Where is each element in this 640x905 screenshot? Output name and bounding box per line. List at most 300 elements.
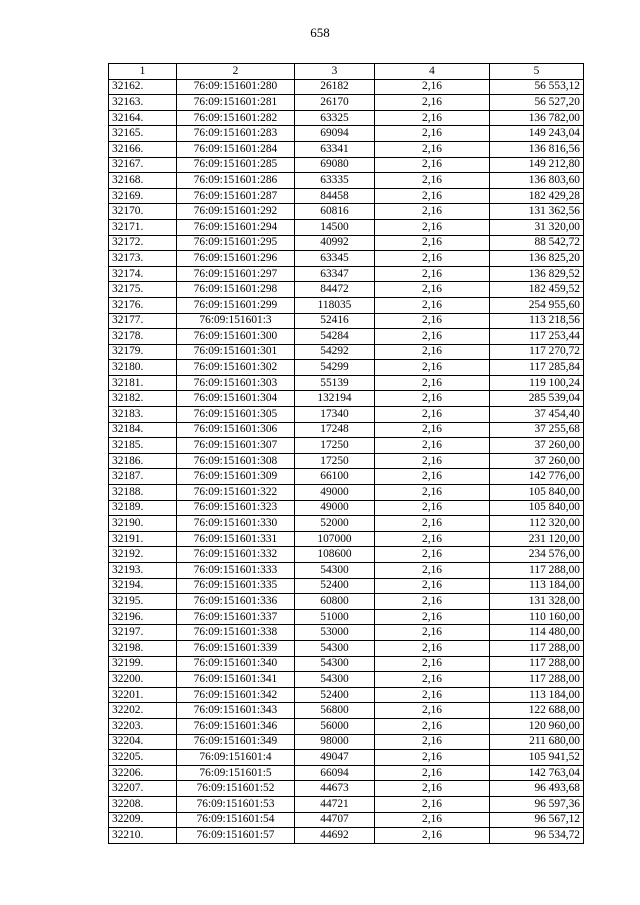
area-cell: 26182 <box>295 79 375 95</box>
row-number-cell: 32188. <box>109 485 177 501</box>
rate-cell: 2,16 <box>375 422 490 438</box>
area-cell: 54300 <box>295 672 375 688</box>
rate-cell: 2,16 <box>375 828 490 844</box>
table-row <box>109 594 584 610</box>
column-header-1: 1 <box>109 64 177 80</box>
cadastral-number-cell: 76:09:151601:285 <box>177 157 295 173</box>
rate-cell: 2,16 <box>375 204 490 220</box>
area-cell: 51000 <box>295 609 375 625</box>
rate-cell: 2,16 <box>375 110 490 126</box>
rate-cell: 2,16 <box>375 500 490 516</box>
row-number-cell: 32204. <box>109 734 177 750</box>
rate-cell: 2,16 <box>375 313 490 329</box>
rate-cell: 2,16 <box>375 703 490 719</box>
row-number-cell: 32205. <box>109 750 177 766</box>
row-number-cell: 32197. <box>109 625 177 641</box>
table-row <box>109 609 584 625</box>
row-number-cell: 32174. <box>109 266 177 282</box>
area-cell: 17248 <box>295 422 375 438</box>
area-cell: 54300 <box>295 656 375 672</box>
area-cell: 69080 <box>295 157 375 173</box>
table-row <box>109 126 584 142</box>
cadastral-number-cell: 76:09:151601:5 <box>177 765 295 781</box>
value-cell: 31 320,00 <box>490 219 584 235</box>
value-cell: 119 100,24 <box>490 375 584 391</box>
value-cell: 96 567,12 <box>490 812 584 828</box>
value-cell: 182 459,52 <box>490 282 584 298</box>
rate-cell: 2,16 <box>375 188 490 204</box>
value-cell: 285 539,04 <box>490 391 584 407</box>
cadastral-number-cell: 76:09:151601:305 <box>177 407 295 423</box>
cadastral-number-cell: 76:09:151601:332 <box>177 547 295 563</box>
table-row <box>109 141 584 157</box>
row-number-cell: 32170. <box>109 204 177 220</box>
cadastral-number-cell: 76:09:151601:342 <box>177 687 295 703</box>
table-row <box>109 188 584 204</box>
cadastral-number-cell: 76:09:151601:337 <box>177 609 295 625</box>
rate-cell: 2,16 <box>375 750 490 766</box>
rate-cell: 2,16 <box>375 625 490 641</box>
table-row <box>109 781 584 797</box>
table-row <box>109 95 584 111</box>
area-cell: 66094 <box>295 765 375 781</box>
row-number-cell: 32182. <box>109 391 177 407</box>
value-cell: 136 782,00 <box>490 110 584 126</box>
row-number-cell: 32199. <box>109 656 177 672</box>
value-cell: 37 255,68 <box>490 422 584 438</box>
row-number-cell: 32181. <box>109 375 177 391</box>
cadastral-number-cell: 76:09:151601:300 <box>177 329 295 345</box>
table-row <box>109 703 584 719</box>
row-number-cell: 32193. <box>109 563 177 579</box>
cadastral-number-cell: 76:09:151601:295 <box>177 235 295 251</box>
rate-cell: 2,16 <box>375 469 490 485</box>
row-number-cell: 32166. <box>109 141 177 157</box>
area-cell: 56000 <box>295 718 375 734</box>
rate-cell: 2,16 <box>375 391 490 407</box>
table-row <box>109 796 584 812</box>
area-cell: 44707 <box>295 812 375 828</box>
cadastral-number-cell: 76:09:151601:341 <box>177 672 295 688</box>
area-cell: 132194 <box>295 391 375 407</box>
rate-cell: 2,16 <box>375 547 490 563</box>
value-cell: 105 840,00 <box>490 485 584 501</box>
table-row <box>109 297 584 313</box>
cadastral-number-cell: 76:09:151601:287 <box>177 188 295 204</box>
cadastral-number-cell: 76:09:151601:307 <box>177 438 295 454</box>
value-cell: 105 941,52 <box>490 750 584 766</box>
area-cell: 49000 <box>295 485 375 501</box>
cadastral-number-cell: 76:09:151601:330 <box>177 516 295 532</box>
row-number-cell: 32164. <box>109 110 177 126</box>
rate-cell: 2,16 <box>375 796 490 812</box>
value-cell: 136 825,20 <box>490 251 584 267</box>
row-number-cell: 32172. <box>109 235 177 251</box>
area-cell: 40992 <box>295 235 375 251</box>
row-number-cell: 32186. <box>109 453 177 469</box>
area-cell: 53000 <box>295 625 375 641</box>
rate-cell: 2,16 <box>375 126 490 142</box>
value-cell: 182 429,28 <box>490 188 584 204</box>
table-row <box>109 765 584 781</box>
cadastral-number-cell: 76:09:151601:284 <box>177 141 295 157</box>
value-cell: 110 160,00 <box>490 609 584 625</box>
row-number-cell: 32165. <box>109 126 177 142</box>
area-cell: 52000 <box>295 516 375 532</box>
value-cell: 149 212,80 <box>490 157 584 173</box>
area-cell: 84472 <box>295 282 375 298</box>
value-cell: 117 253,44 <box>490 329 584 345</box>
table-row <box>109 422 584 438</box>
cadastral-number-cell: 76:09:151601:52 <box>177 781 295 797</box>
table-row <box>109 344 584 360</box>
row-number-cell: 32202. <box>109 703 177 719</box>
rate-cell: 2,16 <box>375 157 490 173</box>
area-cell: 118035 <box>295 297 375 313</box>
cadastral-number-cell: 76:09:151601:333 <box>177 563 295 579</box>
row-number-cell: 32201. <box>109 687 177 703</box>
row-number-cell: 32169. <box>109 188 177 204</box>
table-header-row <box>109 64 584 80</box>
value-cell: 113 184,00 <box>490 687 584 703</box>
table-row <box>109 219 584 235</box>
rate-cell: 2,16 <box>375 563 490 579</box>
area-cell: 14500 <box>295 219 375 235</box>
row-number-cell: 32179. <box>109 344 177 360</box>
rate-cell: 2,16 <box>375 329 490 345</box>
area-cell: 17340 <box>295 407 375 423</box>
table-body <box>109 79 584 843</box>
row-number-cell: 32176. <box>109 297 177 313</box>
cadastral-number-cell: 76:09:151601:53 <box>177 796 295 812</box>
cadastral-number-cell: 76:09:151601:304 <box>177 391 295 407</box>
row-number-cell: 32163. <box>109 95 177 111</box>
area-cell: 44721 <box>295 796 375 812</box>
value-cell: 37 260,00 <box>490 438 584 454</box>
table-row <box>109 563 584 579</box>
cadastral-number-cell: 76:09:151601:343 <box>177 703 295 719</box>
area-cell: 60800 <box>295 594 375 610</box>
value-cell: 131 328,00 <box>490 594 584 610</box>
value-cell: 37 260,00 <box>490 453 584 469</box>
value-cell: 142 776,00 <box>490 469 584 485</box>
table-row <box>109 251 584 267</box>
row-number-cell: 32203. <box>109 718 177 734</box>
value-cell: 88 542,72 <box>490 235 584 251</box>
table-row <box>109 282 584 298</box>
value-cell: 234 576,00 <box>490 547 584 563</box>
value-cell: 117 288,00 <box>490 563 584 579</box>
rate-cell: 2,16 <box>375 219 490 235</box>
cadastral-number-cell: 76:09:151601:303 <box>177 375 295 391</box>
value-cell: 117 288,00 <box>490 656 584 672</box>
area-cell: 54292 <box>295 344 375 360</box>
table-row <box>109 718 584 734</box>
row-number-cell: 32207. <box>109 781 177 797</box>
row-number-cell: 32171. <box>109 219 177 235</box>
rate-cell: 2,16 <box>375 407 490 423</box>
value-cell: 254 955,60 <box>490 297 584 313</box>
cadastral-number-cell: 76:09:151601:340 <box>177 656 295 672</box>
area-cell: 63345 <box>295 251 375 267</box>
table-row <box>109 640 584 656</box>
table-row <box>109 485 584 501</box>
value-cell: 114 480,00 <box>490 625 584 641</box>
row-number-cell: 32194. <box>109 578 177 594</box>
value-cell: 120 960,00 <box>490 718 584 734</box>
rate-cell: 2,16 <box>375 453 490 469</box>
cadastral-number-cell: 76:09:151601:349 <box>177 734 295 750</box>
cadastral-number-cell: 76:09:151601:301 <box>177 344 295 360</box>
cadastral-number-cell: 76:09:151601:3 <box>177 313 295 329</box>
area-cell: 17250 <box>295 453 375 469</box>
row-number-cell: 32206. <box>109 765 177 781</box>
column-header-4: 4 <box>375 64 490 80</box>
row-number-cell: 32175. <box>109 282 177 298</box>
cadastral-number-cell: 76:09:151601:294 <box>177 219 295 235</box>
rate-cell: 2,16 <box>375 516 490 532</box>
cadastral-number-cell: 76:09:151601:346 <box>177 718 295 734</box>
cadastral-number-cell: 76:09:151601:309 <box>177 469 295 485</box>
value-cell: 136 829,52 <box>490 266 584 282</box>
cadastral-number-cell: 76:09:151601:280 <box>177 79 295 95</box>
area-cell: 44673 <box>295 781 375 797</box>
cadastral-number-cell: 76:09:151601:339 <box>177 640 295 656</box>
page-number: 658 <box>310 25 330 40</box>
rate-cell: 2,16 <box>375 344 490 360</box>
value-cell: 122 688,00 <box>490 703 584 719</box>
column-header-5: 5 <box>490 64 584 80</box>
table-row <box>109 531 584 547</box>
row-number-cell: 32198. <box>109 640 177 656</box>
area-cell: 60816 <box>295 204 375 220</box>
row-number-cell: 32190. <box>109 516 177 532</box>
table-row <box>109 157 584 173</box>
value-cell: 56 527,20 <box>490 95 584 111</box>
cadastral-number-cell: 76:09:151601:298 <box>177 282 295 298</box>
area-cell: 52400 <box>295 578 375 594</box>
rate-cell: 2,16 <box>375 360 490 376</box>
area-cell: 17250 <box>295 438 375 454</box>
area-cell: 54300 <box>295 563 375 579</box>
rate-cell: 2,16 <box>375 141 490 157</box>
row-number-cell: 32209. <box>109 812 177 828</box>
rate-cell: 2,16 <box>375 297 490 313</box>
row-number-cell: 32167. <box>109 157 177 173</box>
cadastral-number-cell: 76:09:151601:283 <box>177 126 295 142</box>
table-row <box>109 687 584 703</box>
area-cell: 52400 <box>295 687 375 703</box>
rate-cell: 2,16 <box>375 438 490 454</box>
table-row <box>109 173 584 189</box>
value-cell: 105 840,00 <box>490 500 584 516</box>
cadastral-number-cell: 76:09:151601:292 <box>177 204 295 220</box>
value-cell: 117 270,72 <box>490 344 584 360</box>
area-cell: 55139 <box>295 375 375 391</box>
table-row <box>109 204 584 220</box>
cadastral-number-cell: 76:09:151601:322 <box>177 485 295 501</box>
rate-cell: 2,16 <box>375 640 490 656</box>
table-row <box>109 79 584 95</box>
value-cell: 112 320,00 <box>490 516 584 532</box>
row-number-cell: 32189. <box>109 500 177 516</box>
area-cell: 52416 <box>295 313 375 329</box>
value-cell: 113 184,00 <box>490 578 584 594</box>
area-cell: 63341 <box>295 141 375 157</box>
rate-cell: 2,16 <box>375 282 490 298</box>
cadastral-number-cell: 76:09:151601:336 <box>177 594 295 610</box>
rate-cell: 2,16 <box>375 375 490 391</box>
row-number-cell: 32168. <box>109 173 177 189</box>
table-row <box>109 672 584 688</box>
rate-cell: 2,16 <box>375 95 490 111</box>
row-number-cell: 32173. <box>109 251 177 267</box>
row-number-cell: 32200. <box>109 672 177 688</box>
table-row <box>109 360 584 376</box>
table-row <box>109 750 584 766</box>
area-cell: 107000 <box>295 531 375 547</box>
value-cell: 117 288,00 <box>490 640 584 656</box>
area-cell: 54300 <box>295 640 375 656</box>
row-number-cell: 32162. <box>109 79 177 95</box>
cadastral-number-cell: 76:09:151601:296 <box>177 251 295 267</box>
cadastral-number-cell: 76:09:151601:4 <box>177 750 295 766</box>
table-row <box>109 625 584 641</box>
table-row <box>109 578 584 594</box>
cadastral-number-cell: 76:09:151601:281 <box>177 95 295 111</box>
column-header-3: 3 <box>295 64 375 80</box>
rate-cell: 2,16 <box>375 672 490 688</box>
value-cell: 96 597,36 <box>490 796 584 812</box>
cadastral-number-cell: 76:09:151601:331 <box>177 531 295 547</box>
column-header-2: 2 <box>177 64 295 80</box>
row-number-cell: 32195. <box>109 594 177 610</box>
table-row <box>109 500 584 516</box>
value-cell: 56 553,12 <box>490 79 584 95</box>
table-row <box>109 313 584 329</box>
value-cell: 231 120,00 <box>490 531 584 547</box>
rate-cell: 2,16 <box>375 594 490 610</box>
cadastral-number-cell: 76:09:151601:299 <box>177 297 295 313</box>
value-cell: 117 285,84 <box>490 360 584 376</box>
cadastral-number-cell: 76:09:151601:323 <box>177 500 295 516</box>
rate-cell: 2,16 <box>375 781 490 797</box>
value-cell: 117 288,00 <box>490 672 584 688</box>
table-row <box>109 453 584 469</box>
area-cell: 56800 <box>295 703 375 719</box>
cadastral-number-cell: 76:09:151601:286 <box>177 173 295 189</box>
rate-cell: 2,16 <box>375 531 490 547</box>
cadastral-number-cell: 76:09:151601:297 <box>177 266 295 282</box>
rate-cell: 2,16 <box>375 765 490 781</box>
cadastral-number-cell: 76:09:151601:54 <box>177 812 295 828</box>
area-cell: 26170 <box>295 95 375 111</box>
area-cell: 49047 <box>295 750 375 766</box>
table-row <box>109 110 584 126</box>
cadastral-number-cell: 76:09:151601:282 <box>177 110 295 126</box>
row-number-cell: 32191. <box>109 531 177 547</box>
table-row <box>109 407 584 423</box>
area-cell: 54299 <box>295 360 375 376</box>
value-cell: 131 362,56 <box>490 204 584 220</box>
table-row <box>109 516 584 532</box>
rate-cell: 2,16 <box>375 687 490 703</box>
row-number-cell: 32184. <box>109 422 177 438</box>
row-number-cell: 32180. <box>109 360 177 376</box>
area-cell: 63325 <box>295 110 375 126</box>
rate-cell: 2,16 <box>375 812 490 828</box>
rate-cell: 2,16 <box>375 609 490 625</box>
area-cell: 108600 <box>295 547 375 563</box>
table-row <box>109 812 584 828</box>
rate-cell: 2,16 <box>375 266 490 282</box>
value-cell: 211 680,00 <box>490 734 584 750</box>
cadastral-number-cell: 76:09:151601:338 <box>177 625 295 641</box>
rate-cell: 2,16 <box>375 718 490 734</box>
rate-cell: 2,16 <box>375 656 490 672</box>
value-cell: 96 493,68 <box>490 781 584 797</box>
area-cell: 63335 <box>295 173 375 189</box>
table-row <box>109 235 584 251</box>
cadastral-number-cell: 76:09:151601:306 <box>177 422 295 438</box>
table-row <box>109 547 584 563</box>
value-cell: 136 816,56 <box>490 141 584 157</box>
row-number-cell: 32185. <box>109 438 177 454</box>
value-cell: 96 534,72 <box>490 828 584 844</box>
value-cell: 136 803,60 <box>490 173 584 189</box>
cadastral-number-cell: 76:09:151601:302 <box>177 360 295 376</box>
table-row <box>109 391 584 407</box>
rate-cell: 2,16 <box>375 734 490 750</box>
rate-cell: 2,16 <box>375 251 490 267</box>
table-row <box>109 266 584 282</box>
value-cell: 113 218,56 <box>490 313 584 329</box>
table-row <box>109 329 584 345</box>
table-row <box>109 438 584 454</box>
table-row <box>109 469 584 485</box>
table-row <box>109 375 584 391</box>
rate-cell: 2,16 <box>375 79 490 95</box>
table-row <box>109 656 584 672</box>
rate-cell: 2,16 <box>375 173 490 189</box>
area-cell: 49000 <box>295 500 375 516</box>
area-cell: 63347 <box>295 266 375 282</box>
row-number-cell: 32178. <box>109 329 177 345</box>
cadastral-number-cell: 76:09:151601:57 <box>177 828 295 844</box>
row-number-cell: 32187. <box>109 469 177 485</box>
area-cell: 54284 <box>295 329 375 345</box>
area-cell: 84458 <box>295 188 375 204</box>
table-row <box>109 734 584 750</box>
cadastral-number-cell: 76:09:151601:335 <box>177 578 295 594</box>
row-number-cell: 32196. <box>109 609 177 625</box>
value-cell: 37 454,40 <box>490 407 584 423</box>
row-number-cell: 32208. <box>109 796 177 812</box>
rate-cell: 2,16 <box>375 485 490 501</box>
area-cell: 66100 <box>295 469 375 485</box>
table-row <box>109 828 584 844</box>
row-number-cell: 32192. <box>109 547 177 563</box>
rate-cell: 2,16 <box>375 578 490 594</box>
row-number-cell: 32177. <box>109 313 177 329</box>
value-cell: 142 763,04 <box>490 765 584 781</box>
row-number-cell: 32210. <box>109 828 177 844</box>
value-cell: 149 243,04 <box>490 126 584 142</box>
area-cell: 44692 <box>295 828 375 844</box>
row-number-cell: 32183. <box>109 407 177 423</box>
cadastral-number-cell: 76:09:151601:308 <box>177 453 295 469</box>
data-table <box>108 63 584 844</box>
